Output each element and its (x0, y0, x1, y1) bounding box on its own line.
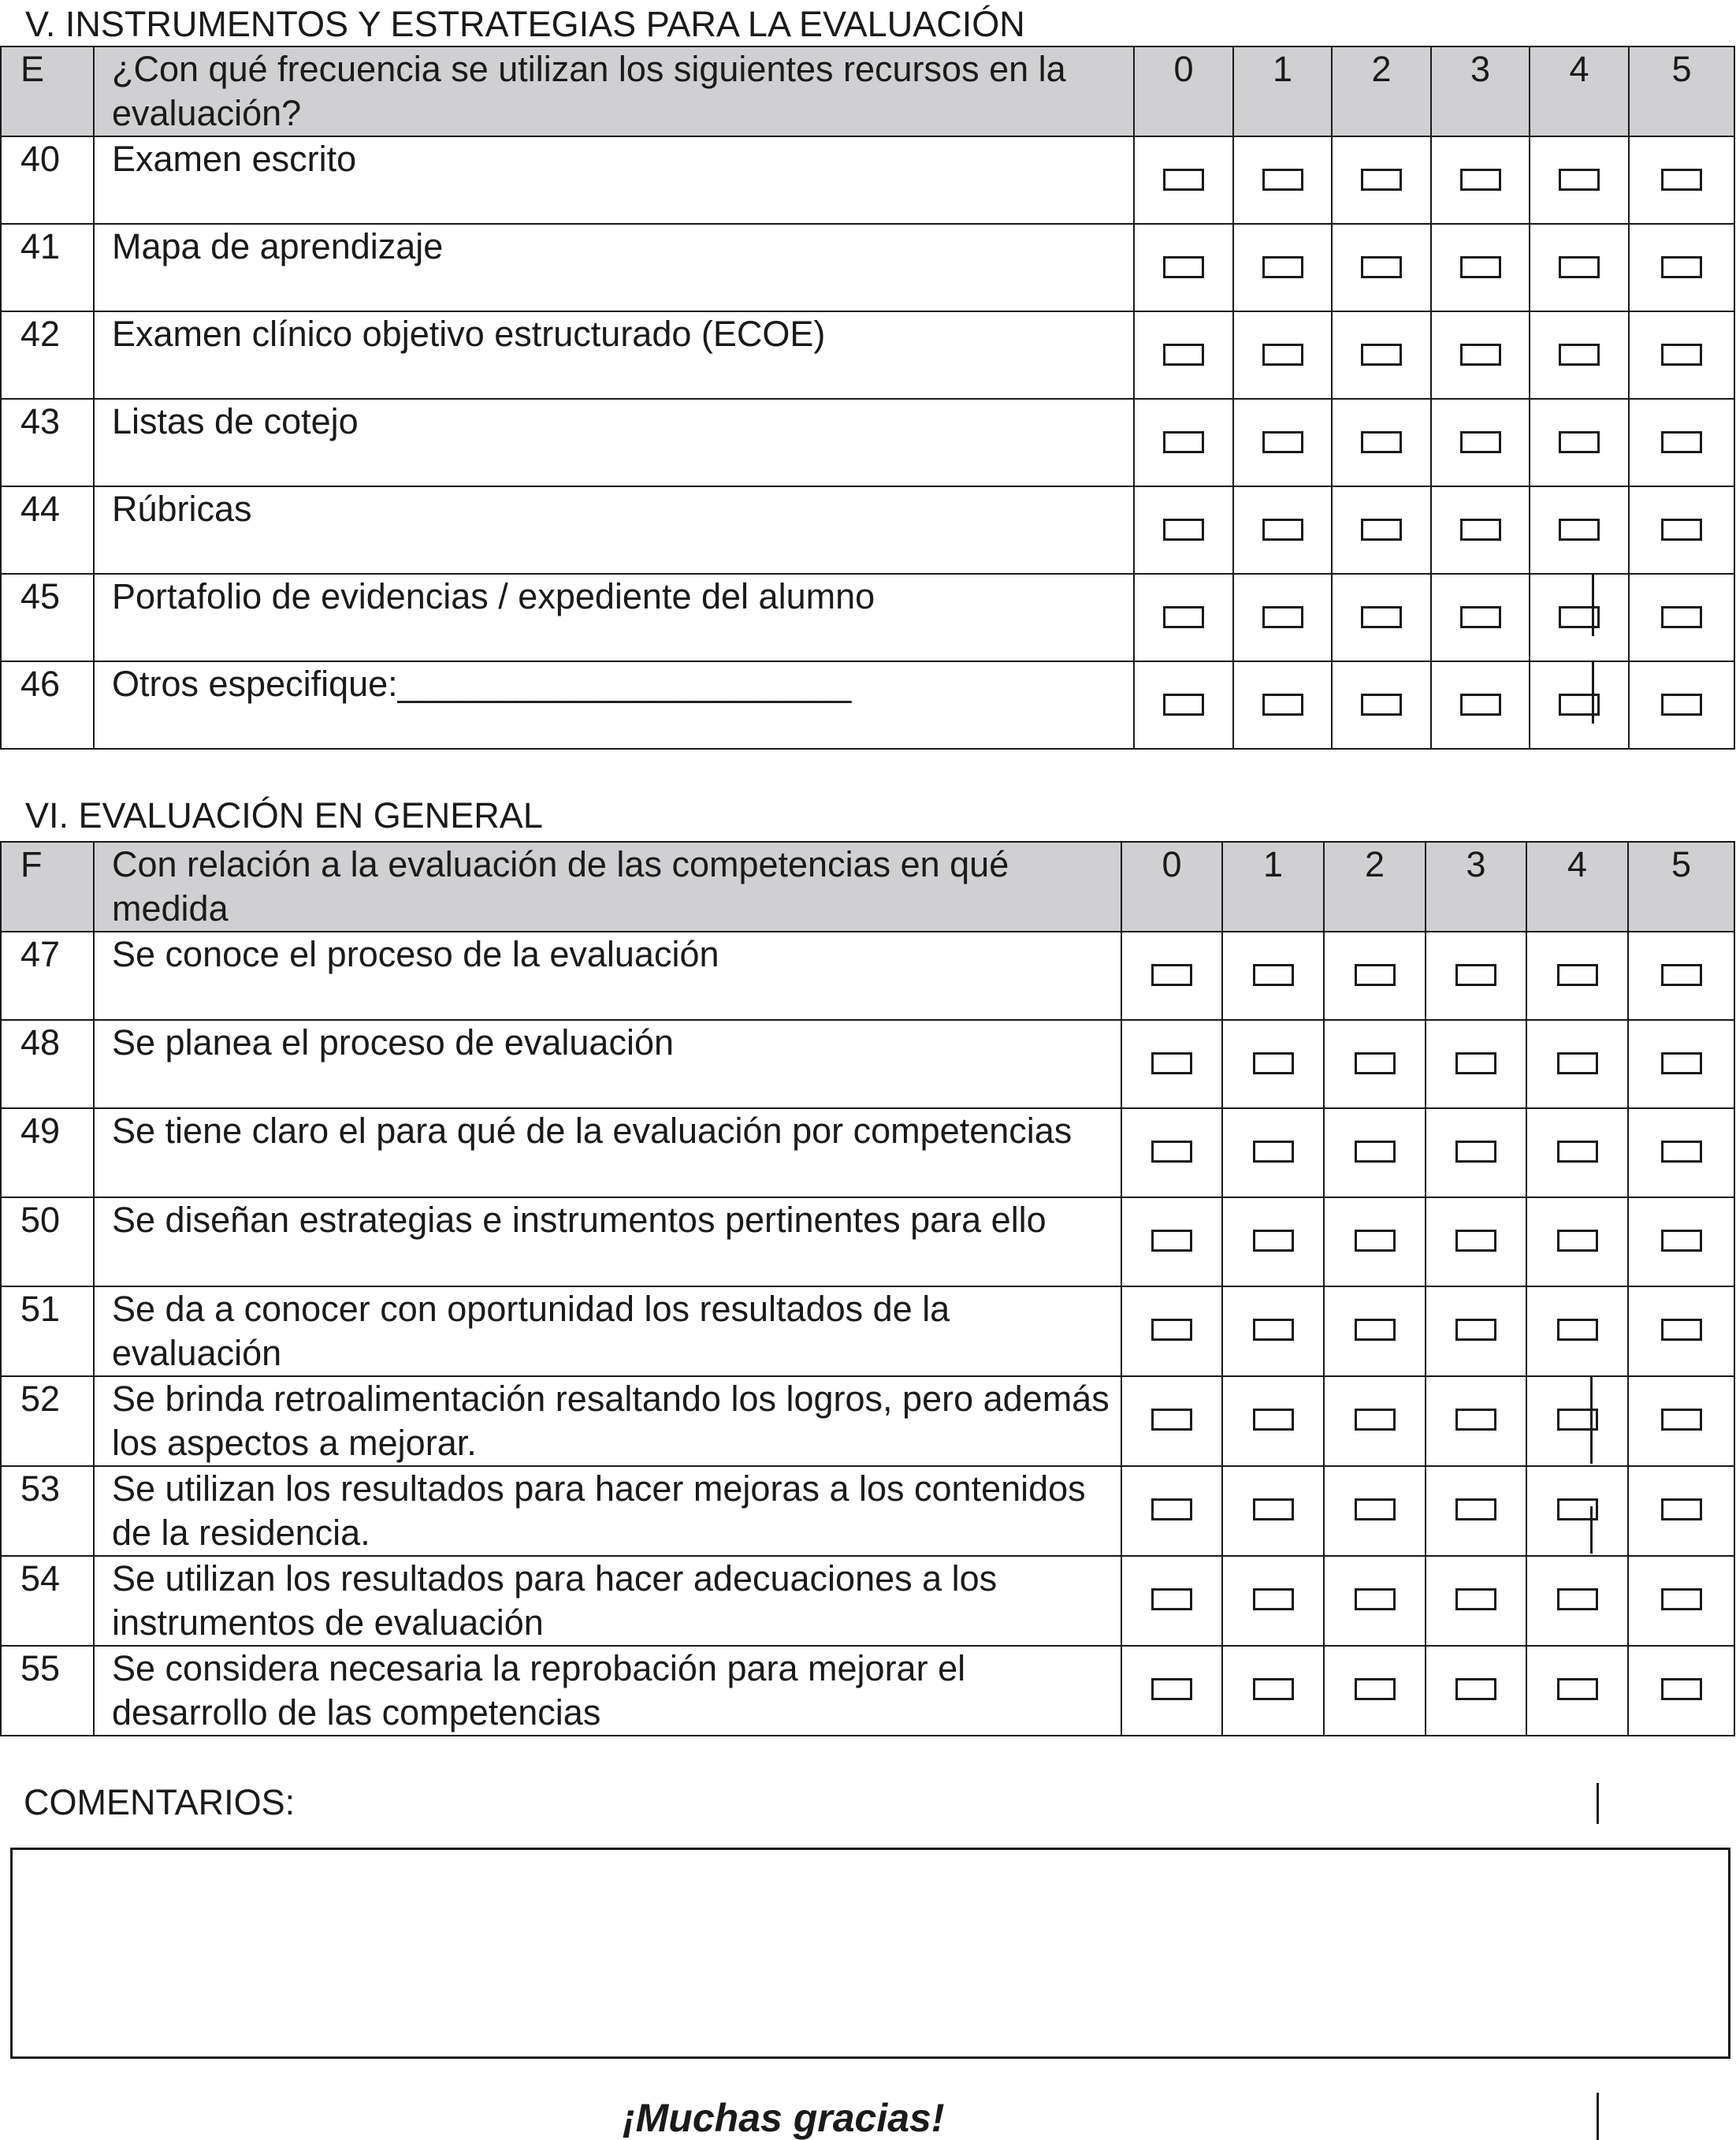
item-number: 47 (1, 932, 94, 1020)
rating-checkbox[interactable] (1163, 606, 1204, 628)
rating-checkbox[interactable] (1151, 1319, 1192, 1341)
rating-checkbox[interactable] (1361, 344, 1402, 366)
rating-checkbox[interactable] (1151, 1230, 1192, 1252)
rating-checkbox[interactable] (1355, 1409, 1396, 1431)
table-row (1, 136, 1734, 224)
item-text: Se utilizan los resultados para hacer mejoras a los contenidos de la residencia. (94, 1466, 1121, 1556)
rating-checkbox[interactable] (1355, 1588, 1396, 1610)
rating-checkbox[interactable] (1355, 1141, 1396, 1163)
rating-checkbox[interactable] (1661, 606, 1702, 628)
item-number: 54 (1, 1556, 94, 1646)
item-text: Se tiene claro el para qué de la evaluación por competencias (94, 1108, 1121, 1197)
rating-checkbox[interactable] (1661, 964, 1702, 986)
rating-checkbox[interactable] (1455, 1678, 1496, 1700)
section-code: E (1, 47, 94, 136)
rating-checkbox[interactable] (1355, 1678, 1396, 1700)
item-number: 49 (1, 1108, 94, 1197)
item-number: 55 (1, 1646, 94, 1736)
rating-checkbox[interactable] (1253, 1588, 1294, 1610)
rating-checkbox[interactable] (1455, 964, 1496, 986)
item-number: 45 (1, 574, 94, 661)
stray-mark (1592, 575, 1594, 636)
table-row (1, 1646, 1734, 1736)
rating-checkbox[interactable] (1355, 964, 1396, 986)
rating-checkbox[interactable] (1163, 344, 1204, 366)
rating-checkbox[interactable] (1661, 1409, 1702, 1431)
rating-checkbox[interactable] (1455, 1052, 1496, 1074)
rating-checkbox[interactable] (1361, 169, 1402, 191)
rating-checkbox[interactable] (1253, 964, 1294, 986)
rating-checkbox[interactable] (1253, 1498, 1294, 1520)
section-vi-title: VI. EVALUACIÓN EN GENERAL (25, 795, 543, 836)
rating-checkbox[interactable] (1262, 519, 1303, 541)
stray-mark (1592, 662, 1594, 724)
rating-checkbox[interactable] (1661, 1052, 1702, 1074)
rating-checkbox[interactable] (1661, 519, 1702, 541)
margin-mark (1597, 2093, 1599, 2140)
item-number: 51 (1, 1286, 94, 1376)
rating-checkbox[interactable] (1151, 1052, 1192, 1074)
rating-checkbox[interactable] (1460, 519, 1501, 541)
item-text: Rúbricas (94, 486, 1134, 574)
rating-checkbox[interactable] (1253, 1141, 1294, 1163)
item-number: 52 (1, 1376, 94, 1466)
rating-checkbox[interactable] (1557, 964, 1598, 986)
rating-checkbox[interactable] (1253, 1678, 1294, 1700)
stray-mark (1590, 1506, 1593, 1554)
rating-checkbox[interactable] (1262, 344, 1303, 366)
rating-checkbox[interactable] (1557, 1141, 1598, 1163)
item-number: 53 (1, 1466, 94, 1556)
item-text: Portafolio de evidencias / expediente del alumno (94, 574, 1134, 661)
scale-label: 2 (1324, 842, 1426, 932)
rating-checkbox[interactable] (1163, 256, 1204, 278)
rating-checkbox[interactable] (1559, 256, 1600, 278)
item-number: 44 (1, 486, 94, 574)
rating-checkbox[interactable] (1557, 1052, 1598, 1074)
rating-checkbox[interactable] (1151, 1498, 1192, 1520)
table-row (1, 661, 1734, 749)
scale-label: 1 (1222, 842, 1324, 932)
rating-checkbox[interactable] (1151, 964, 1192, 986)
scale-label: 1 (1233, 47, 1332, 136)
rating-checkbox[interactable] (1557, 1230, 1598, 1252)
rating-checkbox[interactable] (1460, 256, 1501, 278)
rating-checkbox[interactable] (1253, 1052, 1294, 1074)
item-number: 40 (1, 136, 94, 224)
item-number: 43 (1, 399, 94, 486)
rating-checkbox[interactable] (1460, 344, 1501, 366)
item-number: 46 (1, 661, 94, 749)
rating-checkbox[interactable] (1355, 1052, 1396, 1074)
comments-label: COMENTARIOS: (24, 1782, 296, 1822)
item-text: Se da a conocer con oportunidad los resultados de la evaluación (94, 1286, 1121, 1376)
rating-checkbox[interactable] (1361, 431, 1402, 453)
rating-checkbox[interactable] (1361, 606, 1402, 628)
section-vi-table (0, 841, 1735, 1736)
rating-checkbox[interactable] (1460, 606, 1501, 628)
rating-checkbox[interactable] (1151, 1409, 1192, 1431)
table-row (1, 1286, 1734, 1376)
rating-checkbox[interactable] (1460, 694, 1501, 716)
item-text: Se considera necesaria la reprobación para mejorar el desarrollo de las competencias (94, 1646, 1121, 1736)
item-number: 42 (1, 311, 94, 399)
table-row (1, 1376, 1734, 1466)
rating-checkbox[interactable] (1262, 256, 1303, 278)
item-text: Se planea el proceso de evaluación (94, 1020, 1121, 1108)
scale-label: 5 (1629, 47, 1734, 136)
scale-label: 2 (1332, 47, 1431, 136)
rating-checkbox[interactable] (1262, 606, 1303, 628)
rating-checkbox[interactable] (1557, 1678, 1598, 1700)
item-text: Mapa de aprendizaje (94, 224, 1134, 311)
table-row (1, 574, 1734, 661)
rating-checkbox[interactable] (1559, 431, 1600, 453)
rating-checkbox[interactable] (1151, 1588, 1192, 1610)
scale-label: 0 (1134, 47, 1233, 136)
comments-textarea[interactable] (10, 1848, 1730, 2059)
rating-checkbox[interactable] (1361, 519, 1402, 541)
table-row (1, 932, 1734, 1020)
rating-checkbox[interactable] (1163, 169, 1204, 191)
scale-label: 5 (1628, 842, 1734, 932)
rating-checkbox[interactable] (1661, 169, 1702, 191)
rating-checkbox[interactable] (1557, 1319, 1598, 1341)
rating-checkbox[interactable] (1661, 1498, 1702, 1520)
scale-label: 3 (1431, 47, 1530, 136)
rating-checkbox[interactable] (1559, 169, 1600, 191)
item-text: Listas de cotejo (94, 399, 1134, 486)
table-row (1, 1556, 1734, 1646)
rating-checkbox[interactable] (1661, 1141, 1702, 1163)
rating-checkbox[interactable] (1253, 1409, 1294, 1431)
rating-checkbox[interactable] (1262, 169, 1303, 191)
table-row (1, 311, 1734, 399)
rating-checkbox[interactable] (1661, 1588, 1702, 1610)
rating-checkbox[interactable] (1661, 1319, 1702, 1341)
rating-checkbox[interactable] (1355, 1498, 1396, 1520)
scale-label: 4 (1530, 47, 1629, 136)
table-row (1, 1108, 1734, 1197)
rating-checkbox[interactable] (1151, 1141, 1192, 1163)
rating-checkbox[interactable] (1460, 431, 1501, 453)
rating-checkbox[interactable] (1661, 256, 1702, 278)
scale-label: 3 (1426, 842, 1526, 932)
rating-checkbox[interactable] (1163, 694, 1204, 716)
rating-checkbox[interactable] (1151, 1678, 1192, 1700)
rating-checkbox[interactable] (1355, 1230, 1396, 1252)
rating-checkbox[interactable] (1661, 1230, 1702, 1252)
rating-checkbox[interactable] (1455, 1409, 1496, 1431)
rating-checkbox[interactable] (1163, 519, 1204, 541)
item-text: Examen escrito (94, 136, 1134, 224)
rating-checkbox[interactable] (1455, 1498, 1496, 1520)
rating-checkbox[interactable] (1262, 431, 1303, 453)
table-row (1, 486, 1734, 574)
table-row (1, 399, 1734, 486)
rating-checkbox[interactable] (1163, 431, 1204, 453)
table-row (1, 224, 1734, 311)
rating-checkbox[interactable] (1262, 694, 1303, 716)
section-question: ¿Con qué frecuencia se utilizan los siguientes recursos en la evaluación? (94, 47, 1134, 136)
table-row (1, 1197, 1734, 1286)
item-text: Se utilizan los resultados para hacer adecuaciones a los instrumentos de evaluación (94, 1556, 1121, 1646)
scale-label: 4 (1526, 842, 1628, 932)
rating-checkbox[interactable] (1661, 1678, 1702, 1700)
item-number: 41 (1, 224, 94, 311)
section-v-table (0, 46, 1735, 750)
item-number: 48 (1, 1020, 94, 1108)
item-text: Se brinda retroalimentación resaltando los logros, pero además los aspectos a mejorar. (94, 1376, 1121, 1466)
section-question: Con relación a la evaluación de las competencias en qué medida (94, 842, 1121, 932)
rating-checkbox[interactable] (1559, 344, 1600, 366)
rating-checkbox[interactable] (1361, 694, 1402, 716)
rating-checkbox[interactable] (1361, 256, 1402, 278)
rating-checkbox[interactable] (1460, 169, 1501, 191)
table-row (1, 1466, 1734, 1556)
item-text: Se diseñan estrategias e instrumentos pertinentes para ello (94, 1197, 1121, 1286)
rating-checkbox[interactable] (1559, 519, 1600, 541)
item-number: 50 (1, 1197, 94, 1286)
section-code: F (1, 842, 94, 932)
stray-mark (1590, 1377, 1593, 1464)
item-text: Se conoce el proceso de la evaluación (94, 932, 1121, 1020)
rating-checkbox[interactable] (1355, 1319, 1396, 1341)
thanks-message: ¡Muchas gracias! (623, 2096, 945, 2140)
rating-checkbox[interactable] (1661, 694, 1702, 716)
rating-checkbox[interactable] (1455, 1141, 1496, 1163)
scale-label: 0 (1121, 842, 1222, 932)
rating-checkbox[interactable] (1253, 1319, 1294, 1341)
rating-checkbox[interactable] (1661, 431, 1702, 453)
item-text: Examen clínico objetivo estructurado (ECOE) (94, 311, 1134, 399)
rating-checkbox[interactable] (1455, 1230, 1496, 1252)
rating-checkbox[interactable] (1661, 344, 1702, 366)
rating-checkbox[interactable] (1455, 1319, 1496, 1341)
rating-checkbox[interactable] (1253, 1230, 1294, 1252)
rating-checkbox[interactable] (1455, 1588, 1496, 1610)
item-text: Otros especifique:_______________________ (94, 661, 1134, 749)
table-row (1, 1020, 1734, 1108)
section-v-title: V. INSTRUMENTOS Y ESTRATEGIAS PARA LA EVALUACIÓN (25, 4, 1025, 44)
rating-checkbox[interactable] (1557, 1588, 1598, 1610)
margin-mark (1597, 1783, 1599, 1824)
